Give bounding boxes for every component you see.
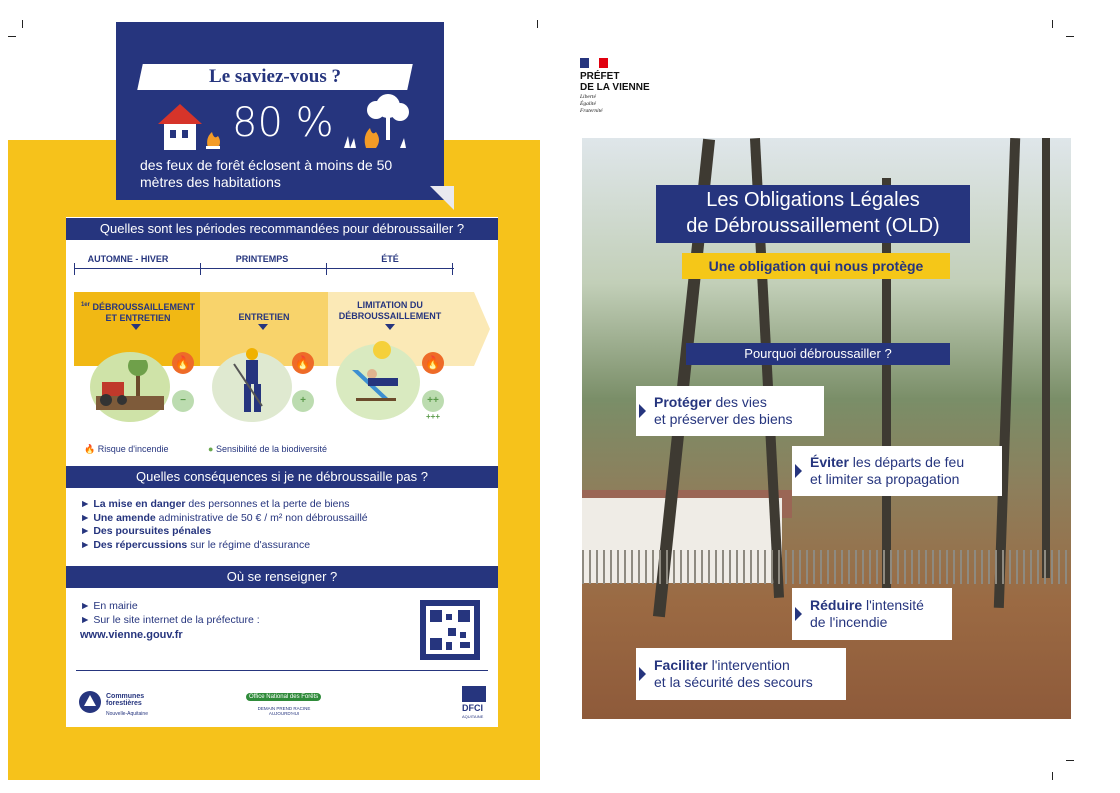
motto-liberte: Liberté [580, 94, 596, 100]
list-item: ► Des répercussions sur le régime d'assurance [80, 538, 311, 551]
list-item: ► Une amende administrative de 50 € / m² non débroussaillé [80, 511, 368, 524]
season-spring: PRINTEMPS [235, 254, 289, 264]
worker-icon [222, 346, 282, 420]
reason-text: Faciliter l'intervention et la sécurité des secours [654, 657, 813, 690]
poster-subtitle: Une obligation qui nous protège [682, 253, 950, 279]
phase1-label [80, 300, 196, 324]
reason-text: Éviter les départs de feu et limiter sa propagation [810, 454, 965, 487]
phase3-label: LIMITATION DU DÉBROUSSAILLEMENT [338, 300, 442, 321]
marker-icon [795, 464, 802, 478]
wooden-fence [582, 550, 1071, 584]
periods-heading: Quelles sont les périodes recommandées pour débroussailler ? [66, 218, 498, 240]
fire-risk-icon: 🔥 [172, 352, 194, 374]
percent-stat: 80 % [232, 100, 334, 146]
motto-fraternite: Fraternité [580, 108, 603, 114]
list-item: ► La mise en danger des personnes et la perte de biens [80, 498, 350, 510]
poster-title-line1: Les Obligations Légales [706, 189, 920, 211]
info-heading: Où se renseigner ? [66, 566, 498, 588]
prefet-line1: PRÉFET [580, 71, 620, 82]
website-link[interactable]: www.vienne.gouv.fr [80, 629, 183, 641]
motto-block [580, 94, 603, 115]
bio-legend-icon: ● [208, 444, 214, 454]
crop-mark [1052, 772, 1053, 780]
prefet-line2: DE LA VIENNE [580, 82, 650, 93]
motto-egalite: Égalité [580, 101, 596, 107]
reason-card-protect [636, 386, 824, 436]
poster-title-line2: de Débroussaillement (OLD) [686, 215, 940, 237]
communes-logo: Communes forestières [106, 693, 145, 707]
question-banner: Pourquoi débroussailler ? [686, 343, 950, 365]
marker-icon [639, 667, 646, 681]
reason-card-reduce [792, 588, 952, 640]
communes-logo-sub: Nouvelle-Aquitaine [106, 711, 148, 717]
biodiversity-minus-icon: − [172, 390, 194, 412]
crop-mark [1052, 20, 1053, 28]
marianne-flag-icon [580, 58, 608, 68]
onf-logo: Office National des Forêts [246, 693, 321, 701]
biodiversity-plus-icon: ++ [422, 390, 444, 412]
poster-title [656, 185, 970, 243]
season-timeline [74, 268, 454, 269]
legend-bio [208, 444, 327, 454]
phase2-label: ENTRETIEN [238, 312, 290, 322]
season-summer: ÉTÉ [381, 254, 399, 264]
timeline-tick [326, 263, 327, 275]
qr-pattern-icon [426, 606, 474, 654]
fire-legend-icon: 🔥 [84, 444, 96, 454]
dfci-logo-icon [462, 686, 486, 702]
timeline-tick [452, 263, 453, 275]
list-item: ► Sur le site internet de la préfecture : [80, 613, 260, 626]
house-fire-icon [150, 102, 230, 152]
crop-mark [22, 20, 23, 28]
legend-fire [84, 444, 169, 455]
prefet-block [580, 71, 650, 93]
legend-bio-text: Sensibilité de la biodiversité [215, 444, 328, 454]
tree-fire-icon [340, 92, 420, 152]
saviez-text: des feux de forêt éclosent à moins de 50 mètres des habitations [140, 157, 393, 190]
phase1-arrow-icon [131, 324, 141, 330]
fire-risk-icon: 🔥 [292, 352, 314, 374]
reason-text: Protéger des vies et préserver des biens [654, 394, 793, 427]
season-autumn-winter: AUTOMNE - HIVER [87, 254, 169, 264]
phase2-arrow-icon [258, 324, 268, 330]
reason-card-facilitate [636, 648, 846, 700]
onf-logo-sub: DEMAIN PREND RACINE AUJOURD'HUI [257, 706, 311, 716]
crop-mark [537, 20, 538, 28]
footer-divider [76, 670, 488, 671]
saviez-title: Le saviez-vous ? [209, 66, 341, 87]
qr-code[interactable] [420, 600, 480, 660]
deckchair-icon [342, 340, 414, 416]
tree-trunk [994, 138, 1020, 608]
biodiversity-plus-icon: + [292, 390, 314, 412]
reason-text: Réduire l'intensité de l'incendie [810, 597, 924, 630]
biodiversity-plus3-icon: +++ [425, 412, 440, 421]
reason-card-avoid [792, 446, 1002, 496]
page-fold [430, 186, 454, 210]
list-item: ► Des poursuites pénales [80, 525, 212, 537]
tree-trunk [1042, 138, 1050, 578]
legend-fire-text: Risque d'incendie [97, 444, 169, 454]
dfci-logo-sub: AQUITAINE [462, 714, 484, 719]
consequences-list [80, 498, 368, 552]
marker-icon [795, 607, 802, 621]
phase1-superscript: 1er [80, 302, 90, 308]
tractor-icon [92, 360, 168, 420]
timeline-tick [74, 263, 75, 275]
saviez-title-banner [137, 64, 413, 90]
fire-risk-icon: 🔥 [422, 352, 444, 374]
list-item: ► En mairie [80, 600, 138, 612]
phase1-text: DÉBROUSSAILLEMENT ET ENTRETIEN [92, 302, 196, 323]
communes-logo-icon [78, 690, 102, 714]
crop-mark [8, 36, 16, 37]
qr-code-inner [426, 606, 474, 654]
crop-mark [1066, 760, 1074, 761]
dfci-logo: DFCI [462, 703, 483, 713]
info-list [80, 600, 260, 643]
phase3-arrow-icon [385, 324, 395, 330]
timeline-tick [200, 263, 201, 275]
marker-icon [639, 404, 646, 418]
crop-mark [1066, 36, 1074, 37]
consequences-heading: Quelles conséquences si je ne débroussaille pas ? [66, 466, 498, 488]
